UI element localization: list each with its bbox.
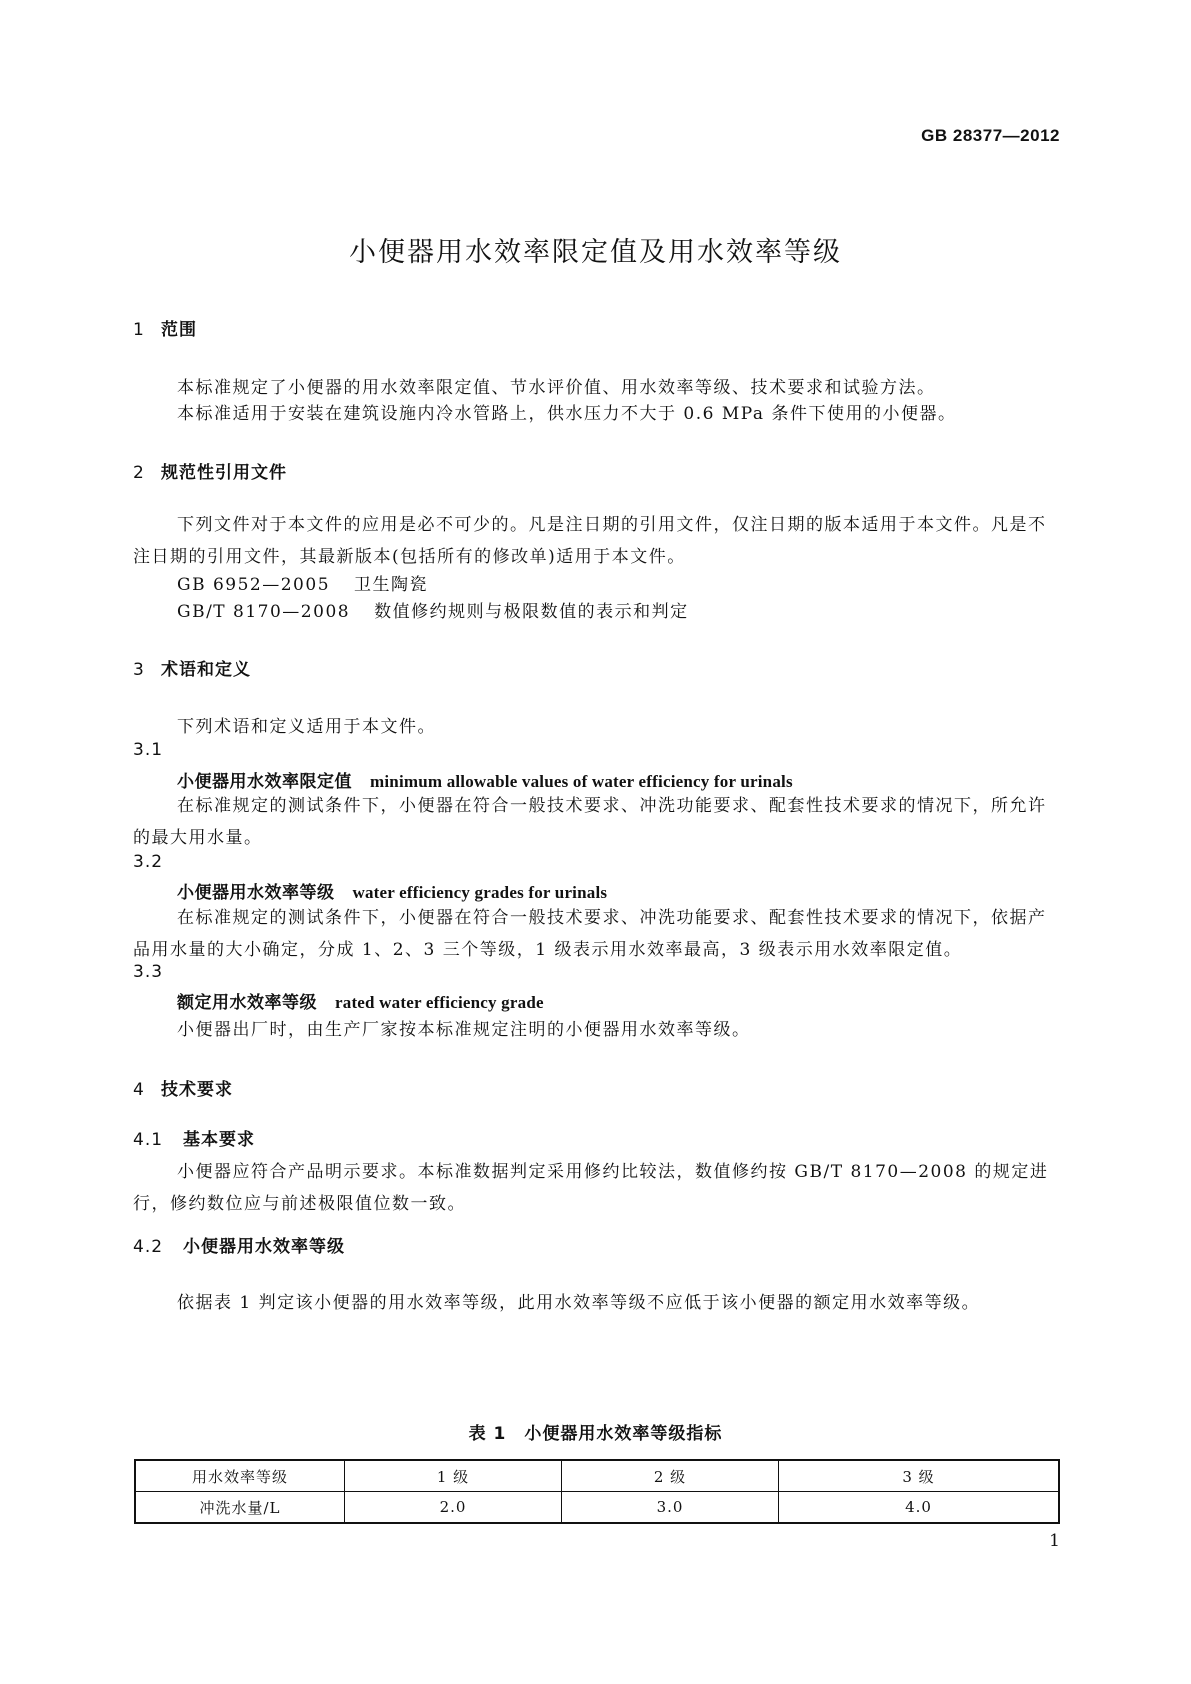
paragraph: 小便器应符合产品明示要求。本标准数据判定采用修约比较法，数值修约按 GB/T 8170—2008 的规定进行，修约数位应与前述极限值位数一致。 <box>133 1162 1049 1214</box>
term-en: water efficiency grades for urinals <box>352 883 608 902</box>
standard-number: GB 28377—2012 <box>921 126 1060 145</box>
term-heading <box>177 878 607 903</box>
section-2-heading <box>133 458 287 483</box>
section-3-heading <box>133 655 251 680</box>
subsection-number: 4.2 <box>133 1237 164 1257</box>
table-header-cell: 用水效率等级 <box>135 1460 345 1492</box>
term-zh: 小便器用水效率等级 <box>177 883 335 903</box>
reference-code: GB/T 8170—2008 <box>177 602 351 622</box>
section-title: 技术要求 <box>161 1080 233 1100</box>
section-1-heading <box>133 315 197 340</box>
table-header-cell: 2 级 <box>562 1460 779 1492</box>
term-number: 3.1 <box>133 740 164 760</box>
section-4-heading <box>133 1075 233 1100</box>
term-en: rated water efficiency grade <box>335 993 544 1012</box>
section-number: 4 <box>133 1080 145 1100</box>
subsection-number: 4.1 <box>133 1130 164 1150</box>
table-header-cell: 1 级 <box>345 1460 562 1492</box>
term-zh: 额定用水效率等级 <box>177 993 317 1013</box>
page-number: 1 <box>1049 1531 1060 1551</box>
section-number: 2 <box>133 463 145 483</box>
subsection-4-2-heading <box>133 1232 345 1257</box>
water-efficiency-table <box>134 1459 1060 1524</box>
term-heading <box>177 988 544 1013</box>
paragraph: 下列术语和定义适用于本文件。 <box>177 717 436 737</box>
term-heading <box>177 767 793 792</box>
paragraph: 本标准适用于安装在建筑设施内冷水管路上，供水压力不大于 0.6 MPa 条件下使用的小便器。 <box>177 404 957 424</box>
section-title: 范围 <box>161 320 197 340</box>
term-definition: 小便器出厂时，由生产厂家按本标准规定注明的小便器用水效率等级。 <box>177 1020 751 1040</box>
table-row <box>135 1492 1059 1524</box>
term-number: 3.2 <box>133 852 164 872</box>
table-header-row <box>135 1460 1059 1492</box>
subsection-title: 基本要求 <box>183 1130 255 1150</box>
paragraph: 本标准规定了小便器的用水效率限定值、节水评价值、用水效率等级、技术要求和试验方法。 <box>177 378 936 398</box>
subsection-title: 小便器用水效率等级 <box>183 1237 345 1257</box>
term-zh: 小便器用水效率限定值 <box>177 772 352 792</box>
table-cell: 冲洗水量/L <box>135 1492 345 1524</box>
document-title: 小便器用水效率限定值及用水效率等级 <box>349 237 842 268</box>
reference-title: 数值修约规则与极限数值的表示和判定 <box>374 602 689 622</box>
term-definition: 在标准规定的测试条件下，小便器在符合一般技术要求、冲洗功能要求、配套性技术要求的情况下，依据产品用水量的大小确定，分成 1、2、3 三个等级，1 级表示用水效率最高，3 级表示用水效率限定值。 <box>133 908 1047 960</box>
term-number: 3.3 <box>133 962 164 982</box>
paragraph: 依据表 1 判定该小便器的用水效率等级，此用水效率等级不应低于该小便器的额定用水效率等级。 <box>177 1293 981 1313</box>
section-title: 规范性引用文件 <box>161 463 287 483</box>
section-title: 术语和定义 <box>161 660 251 680</box>
table-cell: 3.0 <box>562 1492 779 1524</box>
reference-code: GB 6952—2005 <box>177 575 331 595</box>
subsection-4-1-heading <box>133 1125 255 1150</box>
table-header-cell: 3 级 <box>779 1460 1060 1492</box>
section-number: 3 <box>133 660 145 680</box>
table-cell: 4.0 <box>779 1492 1060 1524</box>
table-caption: 表 1 小便器用水效率等级指标 <box>468 1424 723 1444</box>
term-en: minimum allowable values of water efficiency for urinals <box>370 772 793 791</box>
reference-item <box>177 597 689 622</box>
reference-title: 卫生陶瓷 <box>354 575 429 595</box>
section-number: 1 <box>133 320 145 340</box>
reference-item <box>177 570 428 595</box>
paragraph: 下列文件对于本文件的应用是必不可少的。凡是注日期的引用文件，仅注日期的版本适用于本文件。凡是不注日期的引用文件，其最新版本(包括所有的修改单)适用于本文件。 <box>133 515 1047 567</box>
table-cell: 2.0 <box>345 1492 562 1524</box>
term-definition: 在标准规定的测试条件下，小便器在符合一般技术要求、冲洗功能要求、配套性技术要求的情况下，所允许的最大用水量。 <box>133 796 1047 848</box>
